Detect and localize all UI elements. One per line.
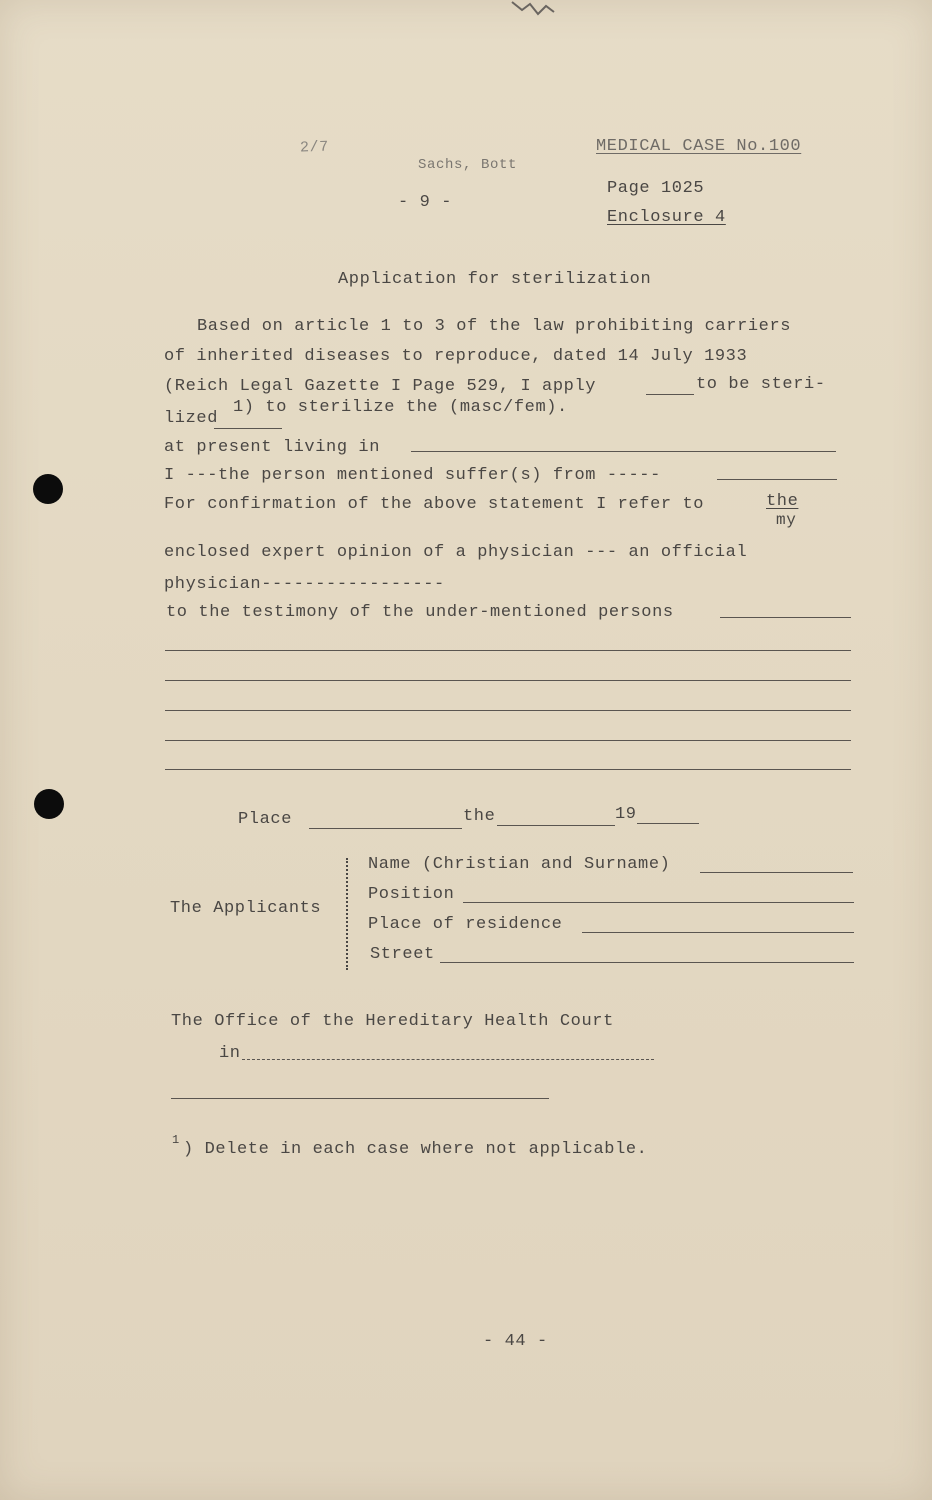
office-label: The Office of the Hereditary Health Court xyxy=(171,1012,614,1031)
enclosure-label: Enclosure 4 xyxy=(607,208,726,227)
footnote-text: ) Delete in each case where not applicable. xyxy=(183,1140,648,1159)
suffer-label: I ---the person mentioned suffer(s) from ----- xyxy=(164,466,661,485)
blank-line-1[interactable] xyxy=(165,650,851,651)
testimony-label: to the testimony of the under-mentioned persons xyxy=(166,603,674,622)
apply-blank xyxy=(646,394,694,395)
body-line-1: Based on article 1 to 3 of the law prohibiting carriers xyxy=(197,317,792,336)
body-line-4-alt: 1) to sterilize the (masc/fem). xyxy=(233,398,568,417)
body-line-3: (Reich Legal Gazette I Page 529, I apply xyxy=(164,377,597,396)
document-reference: MEDICAL CASE No.100 xyxy=(596,137,802,156)
scribble-left: 2/7 xyxy=(299,138,330,157)
body-line-3-end: to be steri- xyxy=(696,375,826,394)
applicants-bracket xyxy=(346,858,348,970)
blank-line-5[interactable] xyxy=(165,769,851,770)
place-label: Place xyxy=(238,810,293,829)
living-field[interactable] xyxy=(411,451,836,452)
position-label: Position xyxy=(368,885,455,904)
residence-field[interactable] xyxy=(582,932,854,933)
year-field[interactable] xyxy=(637,823,699,824)
name-field[interactable] xyxy=(700,872,853,873)
suffer-field[interactable] xyxy=(717,479,837,480)
office-in-field[interactable] xyxy=(242,1059,654,1060)
blank-line-4[interactable] xyxy=(165,740,851,741)
living-label: at present living in xyxy=(164,438,381,457)
name-label: Name (Christian and Surname) xyxy=(368,855,671,874)
punch-hole-top xyxy=(33,474,63,504)
confirm-the: the xyxy=(766,492,799,511)
signature-line[interactable] xyxy=(171,1098,549,1099)
place-field[interactable] xyxy=(309,828,462,829)
position-field[interactable] xyxy=(463,902,854,903)
scribble-mid: Sachs, Bott xyxy=(418,157,518,173)
page-title: Application for sterilization xyxy=(338,270,652,289)
applicants-label: The Applicants xyxy=(170,899,322,918)
year-label: 19 xyxy=(615,805,637,824)
street-field[interactable] xyxy=(440,962,854,963)
body-line-2: of inherited diseases to reproduce, dated 14 July 1933 xyxy=(164,347,748,366)
date-the-label: the xyxy=(463,807,496,826)
testimony-field[interactable] xyxy=(720,617,851,618)
street-label: Street xyxy=(370,945,435,964)
page-reference: Page 1025 xyxy=(607,179,705,198)
blank-line-2[interactable] xyxy=(165,680,851,681)
page-number-top: - 9 - xyxy=(398,193,453,212)
office-in-label: in xyxy=(219,1044,241,1063)
punch-hole-bottom xyxy=(34,789,64,819)
top-edge-mark xyxy=(508,0,558,18)
footnote-marker: 1 xyxy=(172,1133,180,1147)
confirm-label: For confirmation of the above statement I refer to xyxy=(164,495,705,514)
enclosed-label: enclosed expert opinion of a physician --- an official xyxy=(164,543,748,562)
blank-line-3[interactable] xyxy=(165,710,851,711)
date-field[interactable] xyxy=(497,825,615,826)
body-line-4: lized xyxy=(164,409,219,428)
residence-label: Place of residence xyxy=(368,915,563,934)
sterilized-blank xyxy=(214,428,282,429)
physician-label: physician----------------- xyxy=(164,575,445,594)
page-number: - 44 - xyxy=(483,1332,548,1351)
confirm-my: my xyxy=(776,511,797,529)
